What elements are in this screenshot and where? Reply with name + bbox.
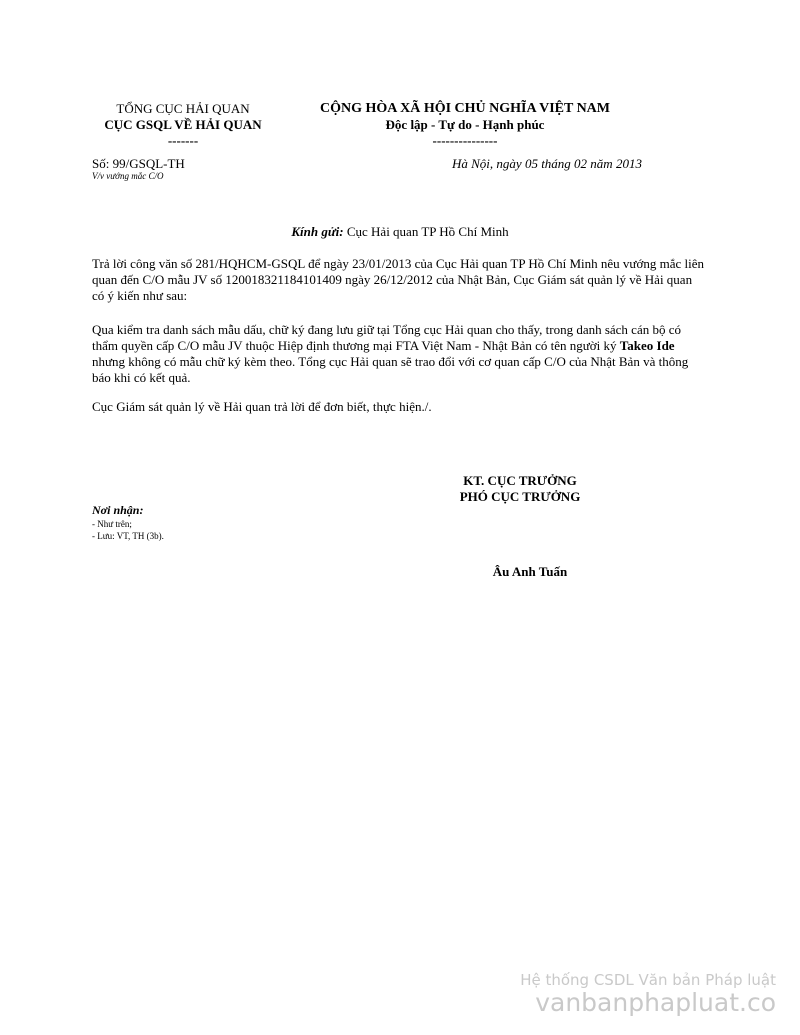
document-date: Hà Nội, ngày 05 tháng 02 năm 2013 bbox=[452, 156, 642, 171]
recipient-item: - Lưu: VT, TH (3b). bbox=[92, 531, 164, 541]
recipients-title: Nơi nhận: bbox=[92, 503, 144, 517]
recipient-label: Kính gửi: bbox=[291, 224, 344, 239]
watermark-line-2: vanbanphapluat.co bbox=[535, 988, 776, 1017]
agency-name: TỔNG CỤC HẢI QUAN bbox=[116, 101, 250, 116]
body-paragraph-2 bbox=[92, 322, 704, 386]
signer-name: Âu Anh Tuấn bbox=[492, 564, 568, 579]
header-left bbox=[88, 101, 278, 149]
recipients-list bbox=[92, 518, 164, 542]
agency-rule: ------- bbox=[167, 133, 199, 148]
signature-block bbox=[420, 473, 620, 505]
body-paragraph-3: Cục Giám sát quản lý về Hải quan trả lời để đơn biết, thực hiện./. bbox=[92, 399, 432, 414]
nation-name: CỘNG HÒA XÃ HỘI CHỦ NGHĨA VIỆT NAM bbox=[319, 101, 610, 116]
para2-text-after: nhưng không có mẫu chữ ký kèm theo. Tổng cục Hải quan sẽ trao đổi với cơ quan cấp C/O của Nhật Bản và thông báo khi có kết quả. bbox=[92, 354, 689, 385]
signature-title-2: PHÓ CỤC TRƯỞNG bbox=[459, 489, 581, 504]
signature-title-1: KT. CỤC TRƯỞNG bbox=[463, 473, 577, 488]
watermark-line-1: Hệ thống CSDL Văn bản Pháp luật bbox=[520, 971, 776, 989]
body-paragraph-1: Trả lời công văn số 281/HQHCM-GSQL để ngày 23/01/2013 của Cục Hải quan TP Hồ Chí Minh nêu vướng mắc liên quan đến C/O mẫu JV số 120018321184101409 ngày 26/12/2012 của Nhật Bản, Cục Giám sát quản lý về Hải quan có ý kiến như sau: bbox=[92, 256, 704, 303]
recipient-line bbox=[0, 224, 800, 240]
document-subject: V/v vướng mắc C/O bbox=[92, 171, 164, 181]
motto: Độc lập - Tự do - Hạnh phúc bbox=[385, 117, 545, 132]
para2-text-before: Qua kiểm tra danh sách mẫu dấu, chữ ký đang lưu giữ tại Tổng cục Hải quan cho thấy, trong danh sách cán bộ có thẩm quyền cấp C/O mẫu JV thuộc Hiệp định thương mại FTA Việt Nam - Nhật Bản có tên người ký bbox=[92, 322, 681, 353]
document-number: Số: 99/GSQL-TH bbox=[92, 156, 185, 171]
signer-name-highlight: Takeo Ide bbox=[619, 338, 675, 353]
motto-rule: --------------- bbox=[432, 133, 498, 148]
header-right bbox=[300, 101, 630, 149]
watermark bbox=[520, 971, 776, 1017]
department-name: CỤC GSQL VỀ HẢI QUAN bbox=[104, 117, 262, 132]
recipient-item: - Như trên; bbox=[92, 519, 132, 529]
recipient-name: Cục Hải quan TP Hồ Chí Minh bbox=[343, 224, 509, 239]
